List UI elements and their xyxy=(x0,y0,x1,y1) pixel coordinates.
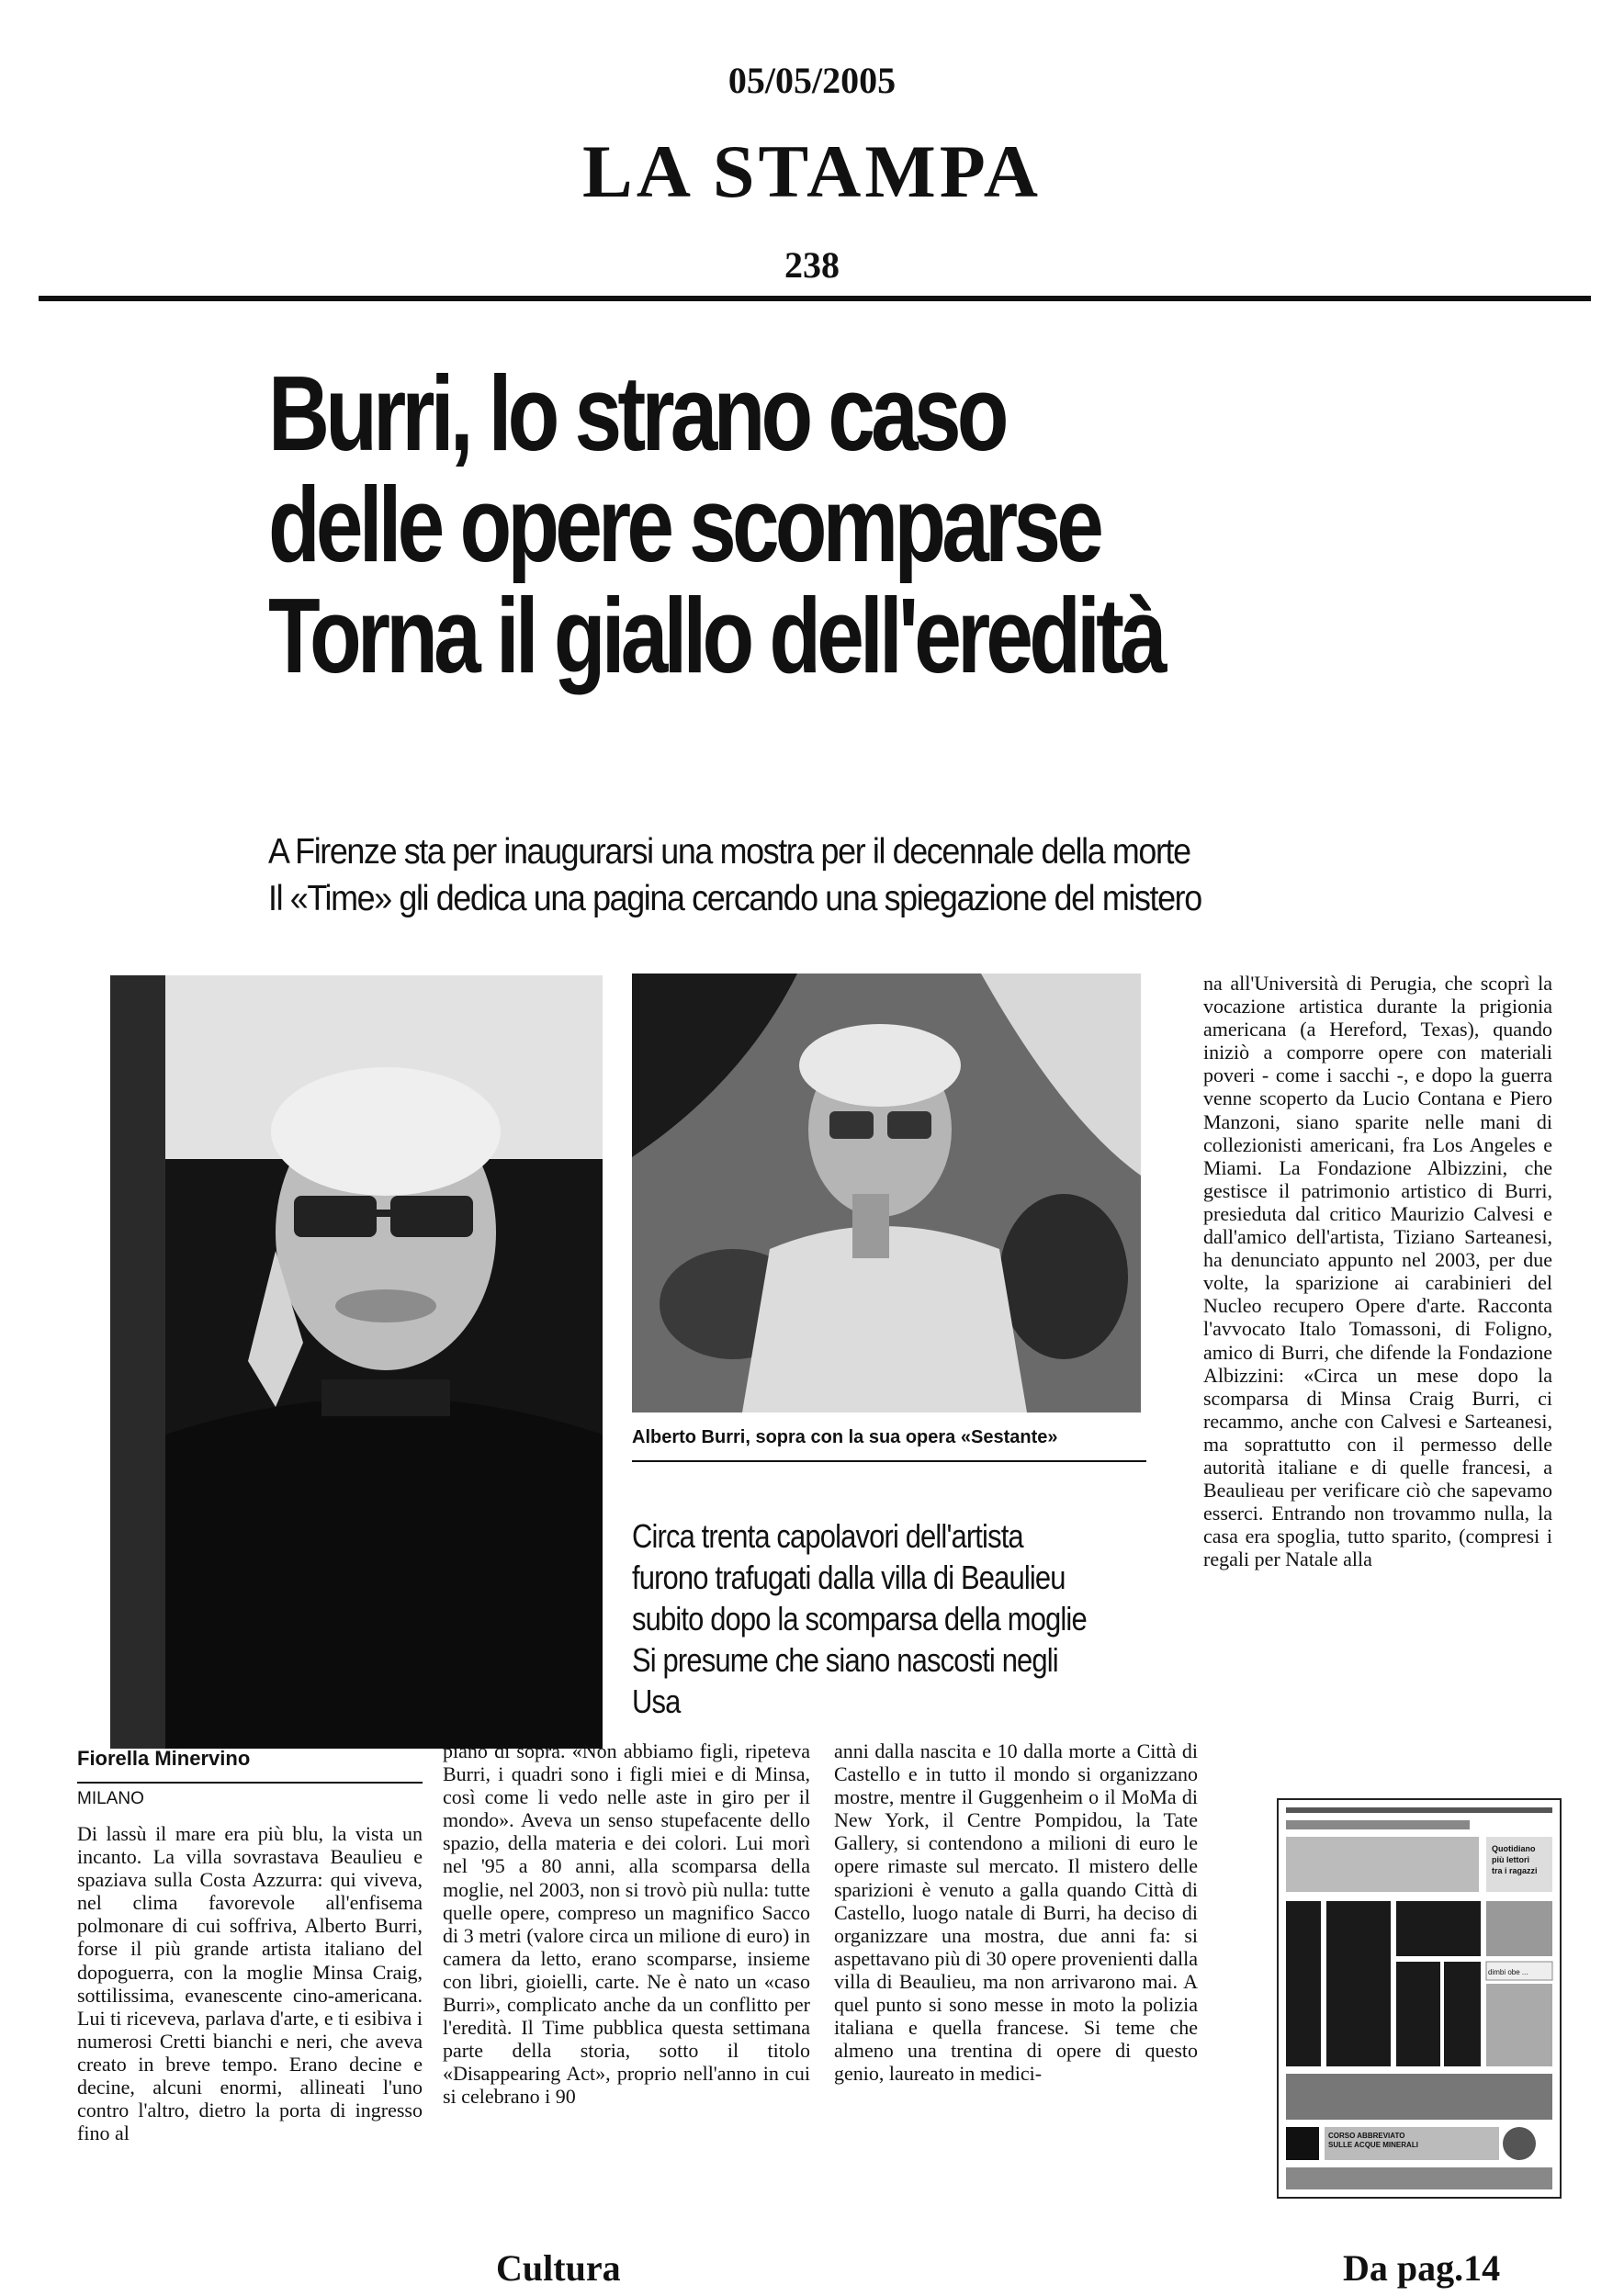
artist-portrait-photo xyxy=(110,975,603,1749)
article-headline xyxy=(268,354,1224,695)
headline-line: Torna il giallo dell'eredità xyxy=(268,576,1163,695)
pull-quote-line: furono trafugati dalla villa di Beaulieu xyxy=(632,1559,1066,1596)
thumb-box-text: CORSO ABBREVIATO xyxy=(1328,2132,1405,2140)
thumb-snippet: Quotidiano xyxy=(1492,1844,1536,1853)
page-thumbnail xyxy=(1277,1798,1562,2199)
article-byline: Fiorella Minervino xyxy=(77,1747,251,1770)
headline-line: Burri, lo strano caso xyxy=(268,354,1005,473)
subhead-line: A Firenze sta per inaugurarsi una mostra per il decennale della morte xyxy=(268,832,1190,872)
artist-with-artwork-photo xyxy=(632,974,1141,1412)
article-subhead xyxy=(268,828,1367,922)
body-column-2: piano di sopra. «Non abbiamo figli, ripeteva Burri, i quadri sono i figli miei e di Minsa, così come li vedo nelle aste in giro per il mondo». Aveva un senso stupefacente dello spazio, della materia e dei colori. Lui morì nel '95 a 80 anni, alla scomparsa della moglie, nel 2003, non si trovò più nulla: tutte quelle opere, compreso un magnifico Sacco di 3 metri (valore circa un milione di euro) in camera da letto, erano scomparse, insieme con libri, gioielli, carte. Ne è nato un «caso Burri», complicato anche da un conflitto per l'eredità. Il Time pubblica questa settimana parte della storia, sotto il titolo «Disappearing Act», proprio nell'anno in cui si celebrano i 90 xyxy=(443,1739,810,2109)
photo-caption: Alberto Burri, sopra con la sua opera «Sestante» xyxy=(632,1427,1058,1447)
thumb-snippet: più lettori xyxy=(1492,1855,1529,1864)
subhead-line: Il «Time» gli dedica una pagina cercando una spiegazione del mistero xyxy=(268,879,1201,918)
body-column-1: Di lassù il mare era più blu, la vista un incanto. La villa sovrastava Beaulieu e spaziava sulla Costa Azzurra: qui viveva, nel clima favorevole all'enfisema polmonare di cui soffriva, Alberto Burri, forse il più grande artista italiano del dopoguerra, con la moglie Minsa Craig, sottilissima, evanescente cino-americana. Lui ti riceveva, parlava d'arte, e ti esibiva i numerosi Cretti bianchi e neri, che aveva creato in breve tempo. Erano decine e decine, alcuni enormi, allineati l'uno contro l'altro, dietro la porta di ingresso fino al xyxy=(77,1822,423,2145)
thumb-box-text: SULLE ACQUE MINERALI xyxy=(1328,2141,1418,2149)
pull-quote-line: Si presume che siano nascosti negli Usa xyxy=(632,1641,1058,1720)
continuation-label: Da pag.14 xyxy=(1343,2247,1501,2289)
publication-name: LA STAMPA xyxy=(582,129,1042,213)
body-column-4: na all'Università di Perugia, che scoprì la vocazione artistica durante la prigionia americana (a Hereford, Texas), quando iniziò a comporre opere con materiali poveri - come i sacchi -, e dopo la guerra venne scoperto da Lucio Contana e Piero Manzoni, siano sparite nelle mani di collezionisti americani, fra Los Angeles e Miami. La Fondazione Albizzini, che gestisce il patrimonio artistico di Burri, presieduta dal critico Maurizio Calvesi e dall'amico dell'artista, Tiziano Sarteanesi, ha denunciato appunto nel 2003, per due volte, la sparizione ai carabinieri del Nucleo recupero Opere d'arte. Racconta l'avvocato Italo Tomassoni, di Foligno, amico di Burri, che difende la Fondazione Albizzini: «Circa un mese dopo la scomparsa di Minsa Craig Burri, ci recammo, anche con Calvesi e Sarteanesi, ma soprattutto con il permesso delle autorità italiane e di quelle francesi, a Beaulieau per verificare ciò che sapevamo esserci. Entrando non trovammo nulla, la casa era spoglia, tutto sparito, (compresi i regali per Natale alla xyxy=(1203,972,1552,1571)
byline-rule xyxy=(77,1782,423,1784)
header-rule xyxy=(39,296,1591,301)
pull-quote-line: Circa trenta capolavori dell'artista xyxy=(632,1517,1023,1555)
pull-quote-line: subito dopo la scomparsa della moglie xyxy=(632,1600,1087,1638)
article-dateline: MILANO xyxy=(77,1789,144,1808)
section-label: Cultura xyxy=(496,2247,621,2289)
thumb-strip-text: dimbi obe ... xyxy=(1488,1968,1528,1976)
publication-date: 05/05/2005 xyxy=(727,60,897,101)
thumb-snippet: tra i ragazzi xyxy=(1492,1866,1538,1875)
body-column-3: anni dalla nascita e 10 dalla morte a Città di Castello e in tutto il mondo si organizzano mostre, mentre il Guggenheim o il MoMa di New York, il Centre Pompidou, la Tate Gallery, si contendono a milioni di euro le opere rimaste sul mercato. Il mistero delle sparizioni è venuto a galla quando Città di Castello, luogo natale di Burri, ha deciso di organizzare una mostra, due anni fa: si aspettavano più di 30 opere provenienti dalla villa di Beaulieu, ma non arrivarono mai. A quel punto si sono messe in moto la polizia italiana e quella francese. Si teme che almeno una trentina di opere di questo genio, laureato in medici- xyxy=(834,1739,1198,2086)
caption-rule xyxy=(632,1460,1146,1462)
headline-line: delle opere scomparse xyxy=(268,465,1100,584)
pull-quote xyxy=(632,1515,1106,1722)
page-number: 238 xyxy=(784,244,840,286)
